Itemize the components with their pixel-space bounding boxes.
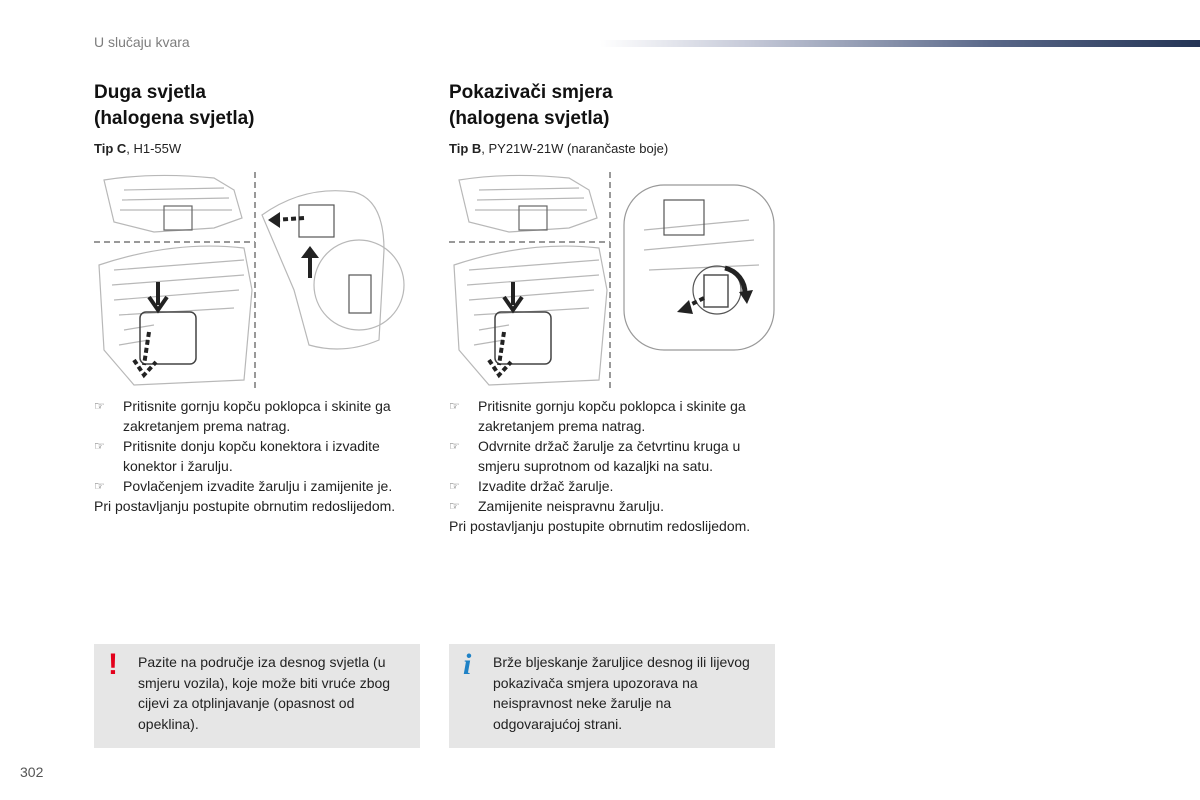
- pointing-hand-icon: ☞: [449, 499, 460, 513]
- list-item: [449, 476, 779, 496]
- pointing-hand-icon: ☞: [449, 399, 460, 413]
- right-title-line2: (halogena svjetla): [449, 108, 610, 129]
- right-illustration: [449, 170, 779, 392]
- warning-icon: !: [108, 648, 118, 681]
- right-steps: [449, 396, 779, 536]
- info-note-text: Brže bljeskanje žaruljice desnog ili lijevog pokazivača smjera upozorava na neispravnost neke žarulje na odgovarajućoj strani.: [493, 654, 750, 732]
- step-text: Pritisnite gornju kopču poklopca i skinite ga zakretanjem prema natrag.: [123, 398, 391, 434]
- pointing-hand-icon: ☞: [449, 439, 460, 453]
- list-item: [449, 496, 779, 516]
- pointing-hand-icon: ☞: [449, 479, 460, 493]
- right-bulb-type: [449, 141, 779, 156]
- step-text: Pritisnite donju kopču konektora i izvadite konektor i žarulju.: [123, 438, 380, 474]
- left-type-value: , H1-55W: [126, 141, 182, 156]
- step-text: Povlačenjem izvadite žarulju i zamijenite je.: [123, 478, 393, 494]
- right-closing-text: Pri postavljanju postupite obrnutim redoslijedom.: [449, 518, 751, 534]
- left-closing-text: Pri postavljanju postupite obrnutim redoslijedom.: [94, 498, 396, 514]
- step-text: Izvadite držač žarulje.: [478, 478, 614, 494]
- list-item: [94, 476, 424, 496]
- step-text: Zamijenite neispravnu žarulju.: [478, 498, 664, 514]
- right-type-value: , PY21W-21W (narančaste boje): [481, 141, 669, 156]
- step-text: Odvrnite držač žarulje za četvrtinu kruga u smjeru suprotnom od kazaljki na satu.: [478, 438, 741, 474]
- info-icon: i: [463, 648, 472, 681]
- left-bulb-type: [94, 141, 424, 156]
- list-item: [449, 436, 779, 476]
- pointing-hand-icon: ☞: [94, 439, 105, 453]
- right-title: [449, 80, 779, 132]
- warning-note-text: Pazite na područje iza desnog svjetla (u smjeru vozila), koje može biti vruće zbog cijevi za otplinjavanje (opasnost od opeklina).: [138, 654, 391, 732]
- left-illustration: [94, 170, 424, 392]
- left-steps: [94, 396, 424, 516]
- list-item: [449, 396, 779, 436]
- right-type-label: Tip B: [449, 141, 482, 156]
- page-number: 302: [20, 764, 44, 780]
- step-text: Pritisnite gornju kopču poklopca i skinite ga zakretanjem prema natrag.: [478, 398, 746, 434]
- left-title-line2: (halogena svjetla): [94, 108, 255, 129]
- left-title-line1: Duga svjetla: [94, 82, 206, 103]
- list-item: [94, 436, 424, 476]
- list-item: [94, 396, 424, 436]
- right-title-line1: Pokazivači smjera: [449, 82, 613, 103]
- left-column: [94, 80, 424, 156]
- header-bar: [600, 40, 1200, 47]
- warning-note: [94, 644, 420, 748]
- pointing-hand-icon: ☞: [94, 399, 105, 413]
- left-type-label: Tip C: [94, 141, 127, 156]
- pointing-hand-icon: ☞: [94, 479, 105, 493]
- info-note: [449, 644, 775, 748]
- section-label: U slučaju kvara: [94, 34, 190, 50]
- right-column: [449, 80, 779, 156]
- left-title: [94, 80, 424, 132]
